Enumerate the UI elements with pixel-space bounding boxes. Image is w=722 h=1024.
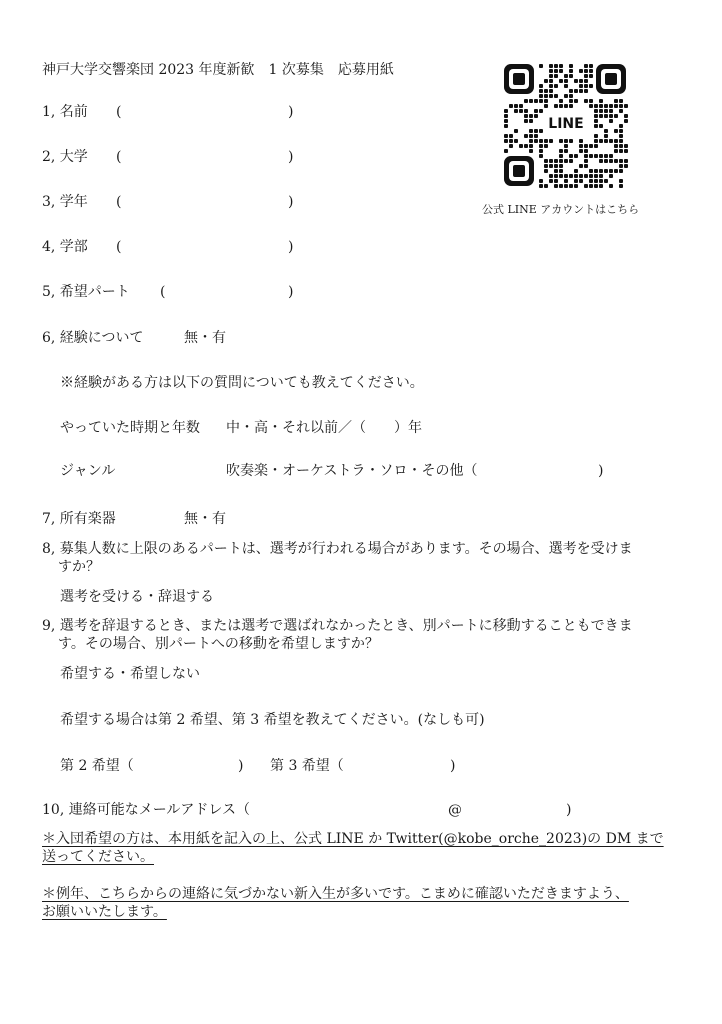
q9-answer: 希望する・希望しない — [60, 666, 200, 682]
q6-label: 6, 経験について — [42, 330, 144, 346]
q8-question — [42, 540, 682, 576]
q6-period-label: やっていた時期と年数 — [60, 420, 200, 436]
q9-second-close: ) — [238, 758, 244, 774]
field-part-close: ) — [288, 284, 294, 300]
note-submission-line2: 送ってください。 — [42, 849, 154, 865]
field-name-label: 1, 名前 — [42, 104, 88, 120]
field-university-label: 2, 大学 — [42, 149, 88, 165]
field-university-close: ) — [288, 149, 294, 165]
q10-at-sign: @ — [448, 802, 462, 818]
q6-options: 無・有 — [184, 330, 226, 346]
note-reminder — [42, 885, 682, 921]
field-name-open: ( — [116, 104, 122, 120]
q6-genre-label: ジャンル — [60, 463, 116, 479]
q8-line1: 8, 募集人数に上限のあるパートは、選考が行われる場合があります。その場合、選考を受けま — [42, 541, 633, 557]
field-faculty-open: ( — [116, 239, 122, 255]
q6-genre-close: ) — [598, 463, 604, 479]
field-name-close: ) — [288, 104, 294, 120]
q8-answer: 選考を受ける・辞退する — [60, 589, 214, 605]
q10-close: ) — [566, 802, 572, 818]
note-submission — [42, 830, 682, 866]
q10-label: 10, 連絡可能なメールアドレス（ — [42, 802, 251, 818]
q9-line2: す。その場合、別パートへの移動を希望しますか？ — [58, 636, 379, 652]
field-university-open: ( — [116, 149, 122, 165]
q6-period-options: 中・高・それ以前／（ ）年 — [226, 420, 422, 436]
field-part-label: 5, 希望パート — [42, 284, 130, 300]
field-year-open: ( — [116, 194, 122, 210]
q9-second-choice: 第 2 希望（ — [60, 758, 134, 774]
form-title: 神戸大学交響楽団 2023 年度新歓 1 次募集 応募用紙 — [42, 62, 394, 78]
field-faculty-label: 4, 学部 — [42, 239, 88, 255]
q8-line2: すか？ — [58, 559, 100, 575]
line-qr-code[interactable] — [502, 62, 628, 188]
q9-sub: 希望する場合は第 2 希望、第 3 希望を教えてください。(なしも可) — [60, 712, 485, 728]
field-faculty-close: ) — [288, 239, 294, 255]
field-part-open: ( — [160, 284, 166, 300]
note-reminder-line1: ＊例年、こちらからの連絡に気づかない新入生が多いです。こまめに確認いただきますよう、 — [42, 886, 629, 902]
q7-label: 7, 所有楽器 — [42, 511, 116, 527]
note-submission-line1: ＊入団希望の方は、本用紙を記入の上、公式 LINE か Twitter(@kobe_orche_2023)の DM まで — [42, 831, 664, 847]
q9-third-close: ) — [450, 758, 456, 774]
field-year-close: ) — [288, 194, 294, 210]
q7-options: 無・有 — [184, 511, 226, 527]
q9-third-choice: 第 3 希望（ — [270, 758, 344, 774]
q6-note: ※経験がある方は以下の質問についても教えてください。 — [60, 375, 424, 391]
note-reminder-line2: お願いいたします。 — [42, 904, 167, 920]
q9-line1: 9, 選考を辞退するとき、または選考で選ばれなかったとき、別パートに移動することもできま — [42, 618, 633, 634]
qr-caption: 公式 LINE アカウントはこちら — [482, 203, 640, 216]
field-year-label: 3, 学年 — [42, 194, 88, 210]
q6-genre-options: 吹奏楽・オーケストラ・ソロ・その他（ — [226, 463, 478, 479]
line-logo: LINE — [544, 113, 588, 135]
q9-question — [42, 617, 682, 653]
